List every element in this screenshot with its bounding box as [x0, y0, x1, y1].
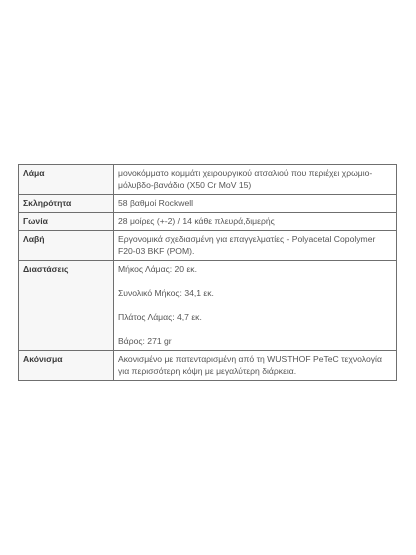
row-label-handle: Λαβή	[19, 231, 114, 261]
value-line: 28 μοίρες (+-2) / 14 κάθε πλευρά,διμερής	[118, 216, 275, 226]
value-line-weight: Βάρος: 271 gr	[118, 336, 172, 346]
row-label-hardness: Σκληρότητα	[19, 195, 114, 213]
row-value-dimensions	[114, 261, 397, 351]
row-value-hardness	[114, 195, 397, 213]
value-line: 58 βαθμοί Rockwell	[118, 198, 194, 208]
row-label-blade: Λάμα	[19, 165, 114, 195]
value-line-blade-length: Μήκος Λάμας: 20 εκ.	[118, 264, 197, 274]
table-row	[19, 165, 397, 195]
value-line-total-length: Συνολικό Μήκος: 34,1 εκ.	[118, 288, 214, 298]
row-value-handle	[114, 231, 397, 261]
table-row	[19, 351, 397, 381]
row-value-sharpening	[114, 351, 397, 381]
value-line: μονοκόμματο κομμάτι χειρουργικού ατσαλιού που περιέχει χρωμιο-μόλυβδο-βανάδιο (X50 Cr MoV 15)	[118, 168, 373, 190]
table-row	[19, 213, 397, 231]
specifications-table	[18, 164, 397, 381]
row-value-angle	[114, 213, 397, 231]
value-line-blade-width: Πλάτος Λάμας: 4,7 εκ.	[118, 312, 202, 322]
row-value-blade	[114, 165, 397, 195]
table-row	[19, 261, 397, 351]
row-label-sharpening: Ακόνισμα	[19, 351, 114, 381]
value-line: Ακονισμένο με πατενταρισμένη από τη WUSTHOF PeTeC τεχνολογία για περισσότερη κόψη με μεγαλύτερη διάρκεια.	[118, 354, 382, 376]
row-label-angle: Γωνία	[19, 213, 114, 231]
value-line: Εργονομικά σχεδιασμένη για επαγγελματίες - Polyacetal Copolymer F20-03 BKF (POM).	[118, 234, 376, 256]
row-label-dimensions: Διαστάσεις	[19, 261, 114, 351]
table-row	[19, 231, 397, 261]
table-row	[19, 195, 397, 213]
